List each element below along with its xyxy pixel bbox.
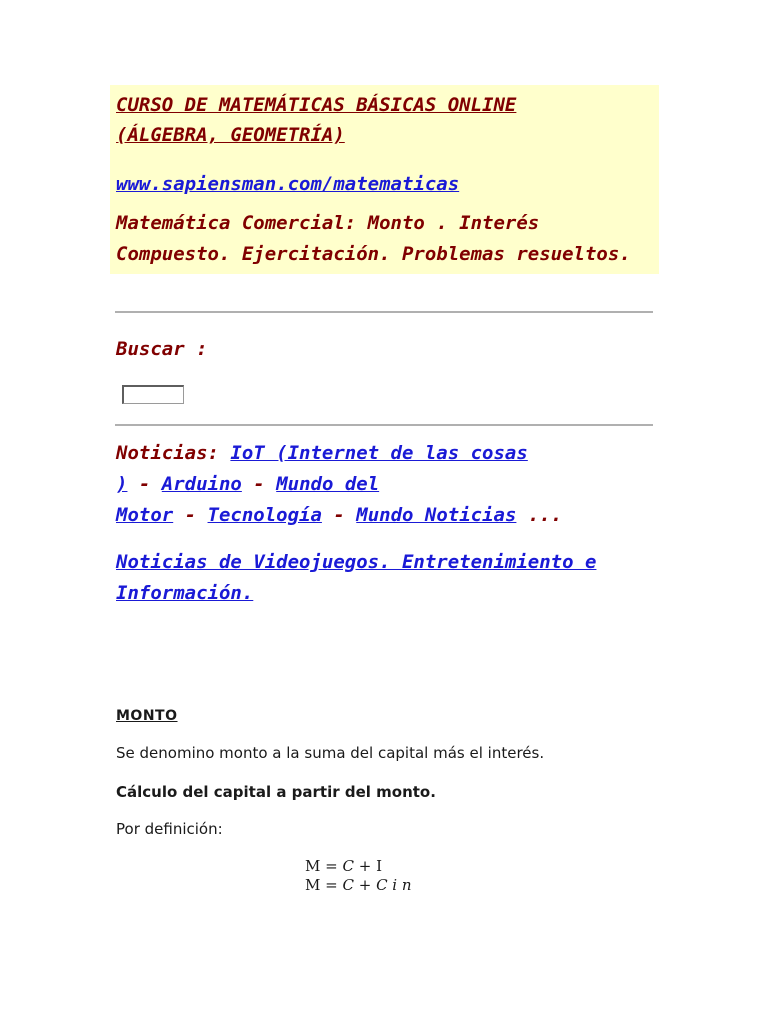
link-tecnologia[interactable]: Tecnología <box>207 504 322 526</box>
link-iot-continued[interactable]: ) <box>116 473 128 495</box>
videojuegos-line-1 <box>116 551 596 573</box>
capital-subheading: Cálculo del capital a partir del monto. <box>116 783 436 801</box>
formula-1 <box>305 857 382 875</box>
news-line-3 <box>116 504 562 526</box>
formula-2-capital: C <box>342 876 354 894</box>
news-ellipsis: ... <box>516 504 563 526</box>
formula-2-cin: C i n <box>376 876 412 894</box>
news-separator: - <box>241 473 277 495</box>
news-separator: - <box>321 504 357 526</box>
link-iot[interactable]: IoT (Internet de las cosas <box>230 442 528 464</box>
link-mundo-del-motor[interactable]: Mundo del <box>276 473 380 495</box>
formula-1-capital: C <box>342 857 354 875</box>
news-line-2 <box>116 473 379 495</box>
search-label: Buscar : <box>116 338 208 360</box>
formula-2-lhs: M <box>305 876 321 894</box>
news-separator: - <box>127 473 162 495</box>
subtitle-line-2: Compuesto. Ejercitación. Problemas resueltos. <box>116 243 631 265</box>
course-title-line-1: CURSO DE MATEMÁTICAS BÁSICAS ONLINE <box>116 94 517 116</box>
news-line-1 <box>116 442 528 464</box>
monto-definition: Se denomino monto a la suma del capital más el interés. <box>116 744 545 762</box>
formula-1-lhs: M <box>305 857 321 875</box>
divider-bottom <box>115 424 653 426</box>
subtitle-line-1: Matemática Comercial: Monto . Interés <box>116 212 540 234</box>
link-videojuegos[interactable]: Noticias de Videojuegos. Entretenimiento e <box>116 551 597 573</box>
news-label: Noticias: <box>116 442 231 464</box>
link-videojuegos-continued[interactable]: Información. <box>116 582 254 604</box>
monto-heading: MONTO <box>116 708 178 724</box>
divider-top <box>115 311 653 313</box>
news-separator: - <box>173 504 208 526</box>
search-input[interactable] <box>122 385 184 404</box>
formula-2 <box>305 876 412 894</box>
formula-1-plus: + <box>353 857 377 875</box>
site-link[interactable]: www.sapiensman.com/matematicas <box>116 173 460 195</box>
link-mundo-del-motor-continued[interactable]: Motor <box>116 504 174 526</box>
formula-2-eq: = <box>320 876 343 894</box>
formula-2-plus: + <box>353 876 377 894</box>
course-title-line-2: (ÁLGEBRA, GEOMETRÍA) <box>116 124 345 146</box>
formula-1-eq: = <box>320 857 343 875</box>
videojuegos-line-2 <box>116 582 253 604</box>
por-definicion: Por definición: <box>116 820 223 838</box>
link-mundo-noticias[interactable]: Mundo Noticias <box>356 504 517 526</box>
formula-1-interest: I <box>376 857 382 875</box>
link-arduino[interactable]: Arduino <box>161 473 242 495</box>
